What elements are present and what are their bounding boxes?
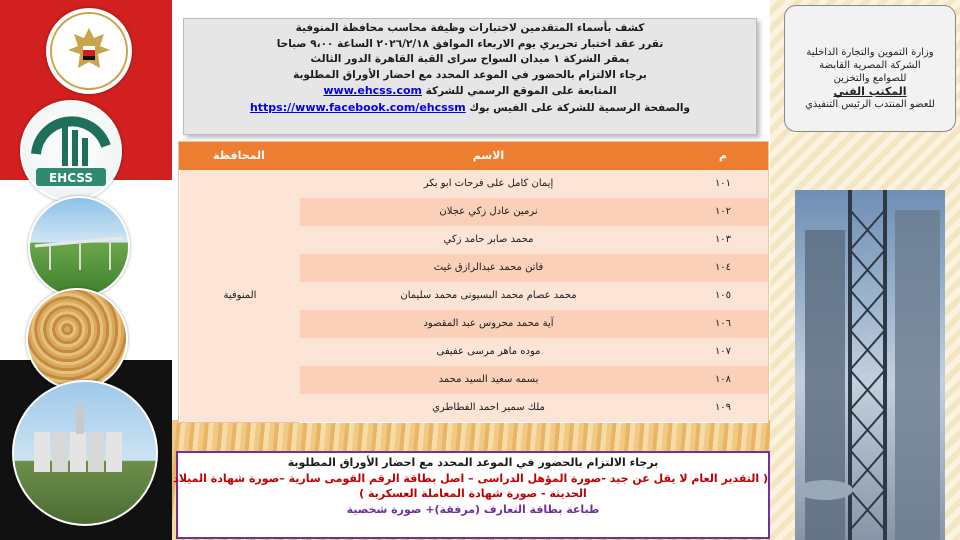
- website-label: المتابعة على الموقع الرسمي للشركة: [425, 85, 617, 97]
- company-logo: [20, 100, 122, 202]
- wheat-grain-photo: [26, 288, 128, 390]
- row-name: إيمان كامل على فرحات ابو بكر: [299, 170, 678, 199]
- website-link[interactable]: www.ehcss.com: [323, 84, 422, 97]
- row-name: فاتن محمد عبدالرازق غيث: [299, 254, 678, 283]
- row-name: محمد عصام محمد البسيونى محمد سليمان: [299, 282, 678, 311]
- row-name: ملك سمير احمد الفطاطري: [299, 394, 678, 423]
- requirements-line-1: ( التقدير العام لا يقل عن جيد -صورة المؤهل الدراسى – اصل بطاقة الرقم القومى سارية –صورة شهادة الميلاد: [173, 471, 768, 485]
- row-number: ١٠٦: [678, 310, 768, 339]
- company-sector: للصوامع والتخزين: [833, 73, 907, 84]
- ministry-info-box: [784, 5, 956, 132]
- row-number: ١٠٨: [678, 366, 768, 395]
- row-number: ١٠٧: [678, 338, 768, 367]
- office-subtitle: للعضو المنتدب الرئيس التنفيذي: [805, 99, 935, 110]
- header-website-line: [184, 83, 756, 100]
- row-name: آية محمد محروس عبد المقصود: [299, 310, 678, 339]
- row-number: ١٠٣: [678, 226, 768, 255]
- office-title: المكتب الفني: [833, 85, 907, 98]
- row-number: ١٠٤: [678, 254, 768, 283]
- header-num: م: [718, 149, 728, 162]
- table-header: [179, 142, 768, 170]
- row-number: ١٠٩: [678, 394, 768, 423]
- header-exam-location: بمقر الشركة ١ ميدان السواح سراى القبة القاهرة الدور الثالث: [310, 53, 630, 65]
- requirements-title: برجاء الالتزام بالحضور في الموعد المحدد مع احضار الأوراق المطلوبة: [287, 456, 659, 469]
- facebook-label: والصفحة الرسمية للشركة على الفيس بوك: [469, 101, 691, 114]
- row-name: نرمين عادل زكي عجلان: [299, 198, 678, 227]
- row-number: ١٠٢: [678, 198, 768, 227]
- requirements-line-3: طباعة بطاقة التعارف (مرفقة)+ صورة شخصية: [346, 502, 600, 516]
- holding-company-name: الشركة المصرية القابضة: [819, 60, 921, 71]
- announcement-header: [183, 18, 757, 135]
- header-facebook-line: [184, 100, 756, 117]
- row-name: بسمه سعيد السيد محمد: [299, 366, 678, 395]
- header-title: كشف بأسماء المتقدمين لاختبارات وظيفة محاسب محافظة المنوفية: [295, 22, 645, 34]
- row-name: موده ماهر مرسى عفيفى: [299, 338, 678, 367]
- irrigation-field-photo: [28, 196, 130, 298]
- requirements-line-2: الحديثة - صورة شهادة المعاملة العسكرية ): [359, 487, 587, 500]
- header-governorate: المحافظة: [213, 149, 265, 162]
- steel-silos-photo: [795, 190, 945, 540]
- governorate-cell: المنوفية: [179, 170, 300, 422]
- eagle-emblem-icon: [46, 8, 132, 94]
- silos-photo: [12, 380, 158, 526]
- applicants-table: [178, 141, 769, 423]
- row-name: محمد صابر حامد زكي: [299, 226, 678, 255]
- header-exam-date: تقرر عقد اختبار تحريري يوم الاربعاء الموافق ٢٠٢٦/٢/١٨ الساعة ٩،٠٠ صباحا: [276, 37, 664, 50]
- ministry-name: وزارة التموين والتجارة الداخلية: [806, 47, 934, 58]
- header-attendance-note: برجاء الالتزام بالحضور في الموعد المحدد مع احضار الأوراق المطلوبة: [293, 68, 647, 81]
- header-name: الاسم: [472, 149, 505, 162]
- row-number: ١٠٥: [678, 282, 768, 311]
- requirements-box: [173, 451, 770, 539]
- row-number: ١٠١: [678, 170, 768, 199]
- logo-abbrev: EHCSS: [48, 171, 94, 185]
- facebook-link[interactable]: https://www.facebook.com/ehcssm: [249, 100, 466, 114]
